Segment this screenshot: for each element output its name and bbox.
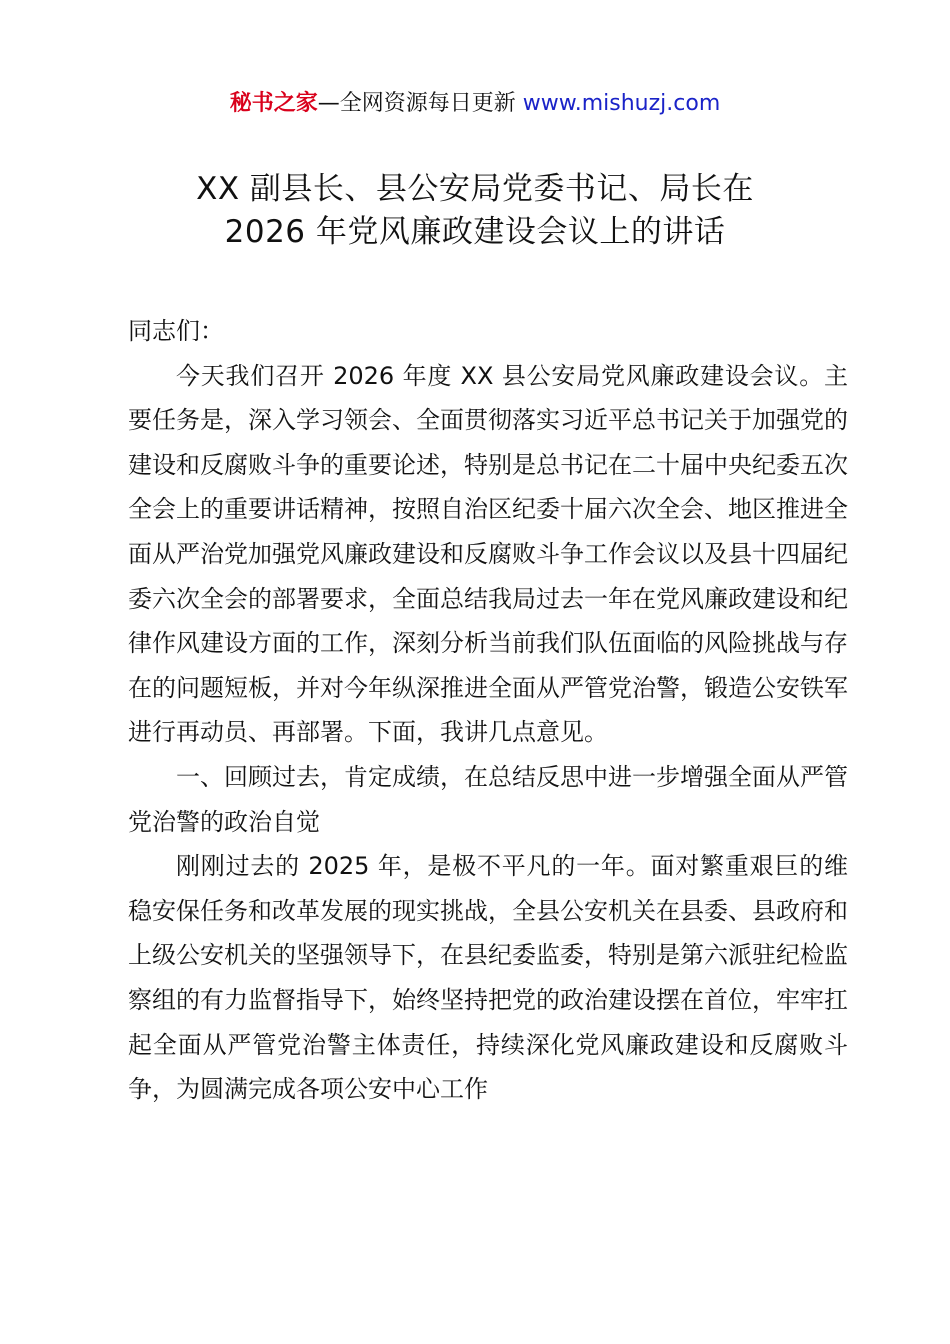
title-line-1: XX 副县长、县公安局党委书记、局长在 [196,171,754,207]
paragraph-review: 刚刚过去的 2025 年，是极不平凡的一年。面对繁重艰巨的维稳安保任务和改革发展的现实挑战，全县公安机关在县委、县政府和上级公安机关的坚强领导下，在县纪委监委，特别是第六派驻纪检监察组的有力监督指导下，始终坚持把党的政治建设摆在首位，牢牢扛起全面从严管党治警主体责任，持续深化党风廉政建设和反腐败斗争，为圆满完成各项公安中心工作 [128,852,848,1104]
site-header [0,88,950,120]
paragraph-intro: 今天我们召开 2026 年度 XX 县公安局党风廉政建设会议。主要任务是，深入学习领会、全面贯彻落实习近平总书记关于加强党的建设和反腐败斗争的重要论述，特别是总书记在二十届中央纪委五次全会上的重要讲话精神，按照自治区纪委十届六次全会、地区推进全面从严治党加强党风廉政建设和反腐败斗争工作会议以及县十四届纪委六次全会的部署要求，全面总结我局过去一年在党风廉政建设和纪律作风建设方面的工作，深刻分析当前我们队伍面临的风险挑战与存在的问题短板，并对今年纵深推进全面从严管党治警，锻造公安铁军进行再动员、再部署。下面，我讲几点意见。 [128,361,848,747]
section-heading-1: 一、回顾过去，肯定成绩，在总结反思中进一步增强全面从严管党治警的政治自觉 [128,762,848,836]
document-title [0,168,950,254]
site-url-link[interactable]: www.mishuzj.com [522,91,721,116]
site-brand: 秘书之家 [229,91,318,116]
title-line-2: 2026 年党风廉政建设会议上的讲话 [224,214,726,250]
document-body [128,309,848,1112]
site-tagline: —全网资源每日更新 [317,91,523,116]
salutation: 同志们： [128,317,224,345]
